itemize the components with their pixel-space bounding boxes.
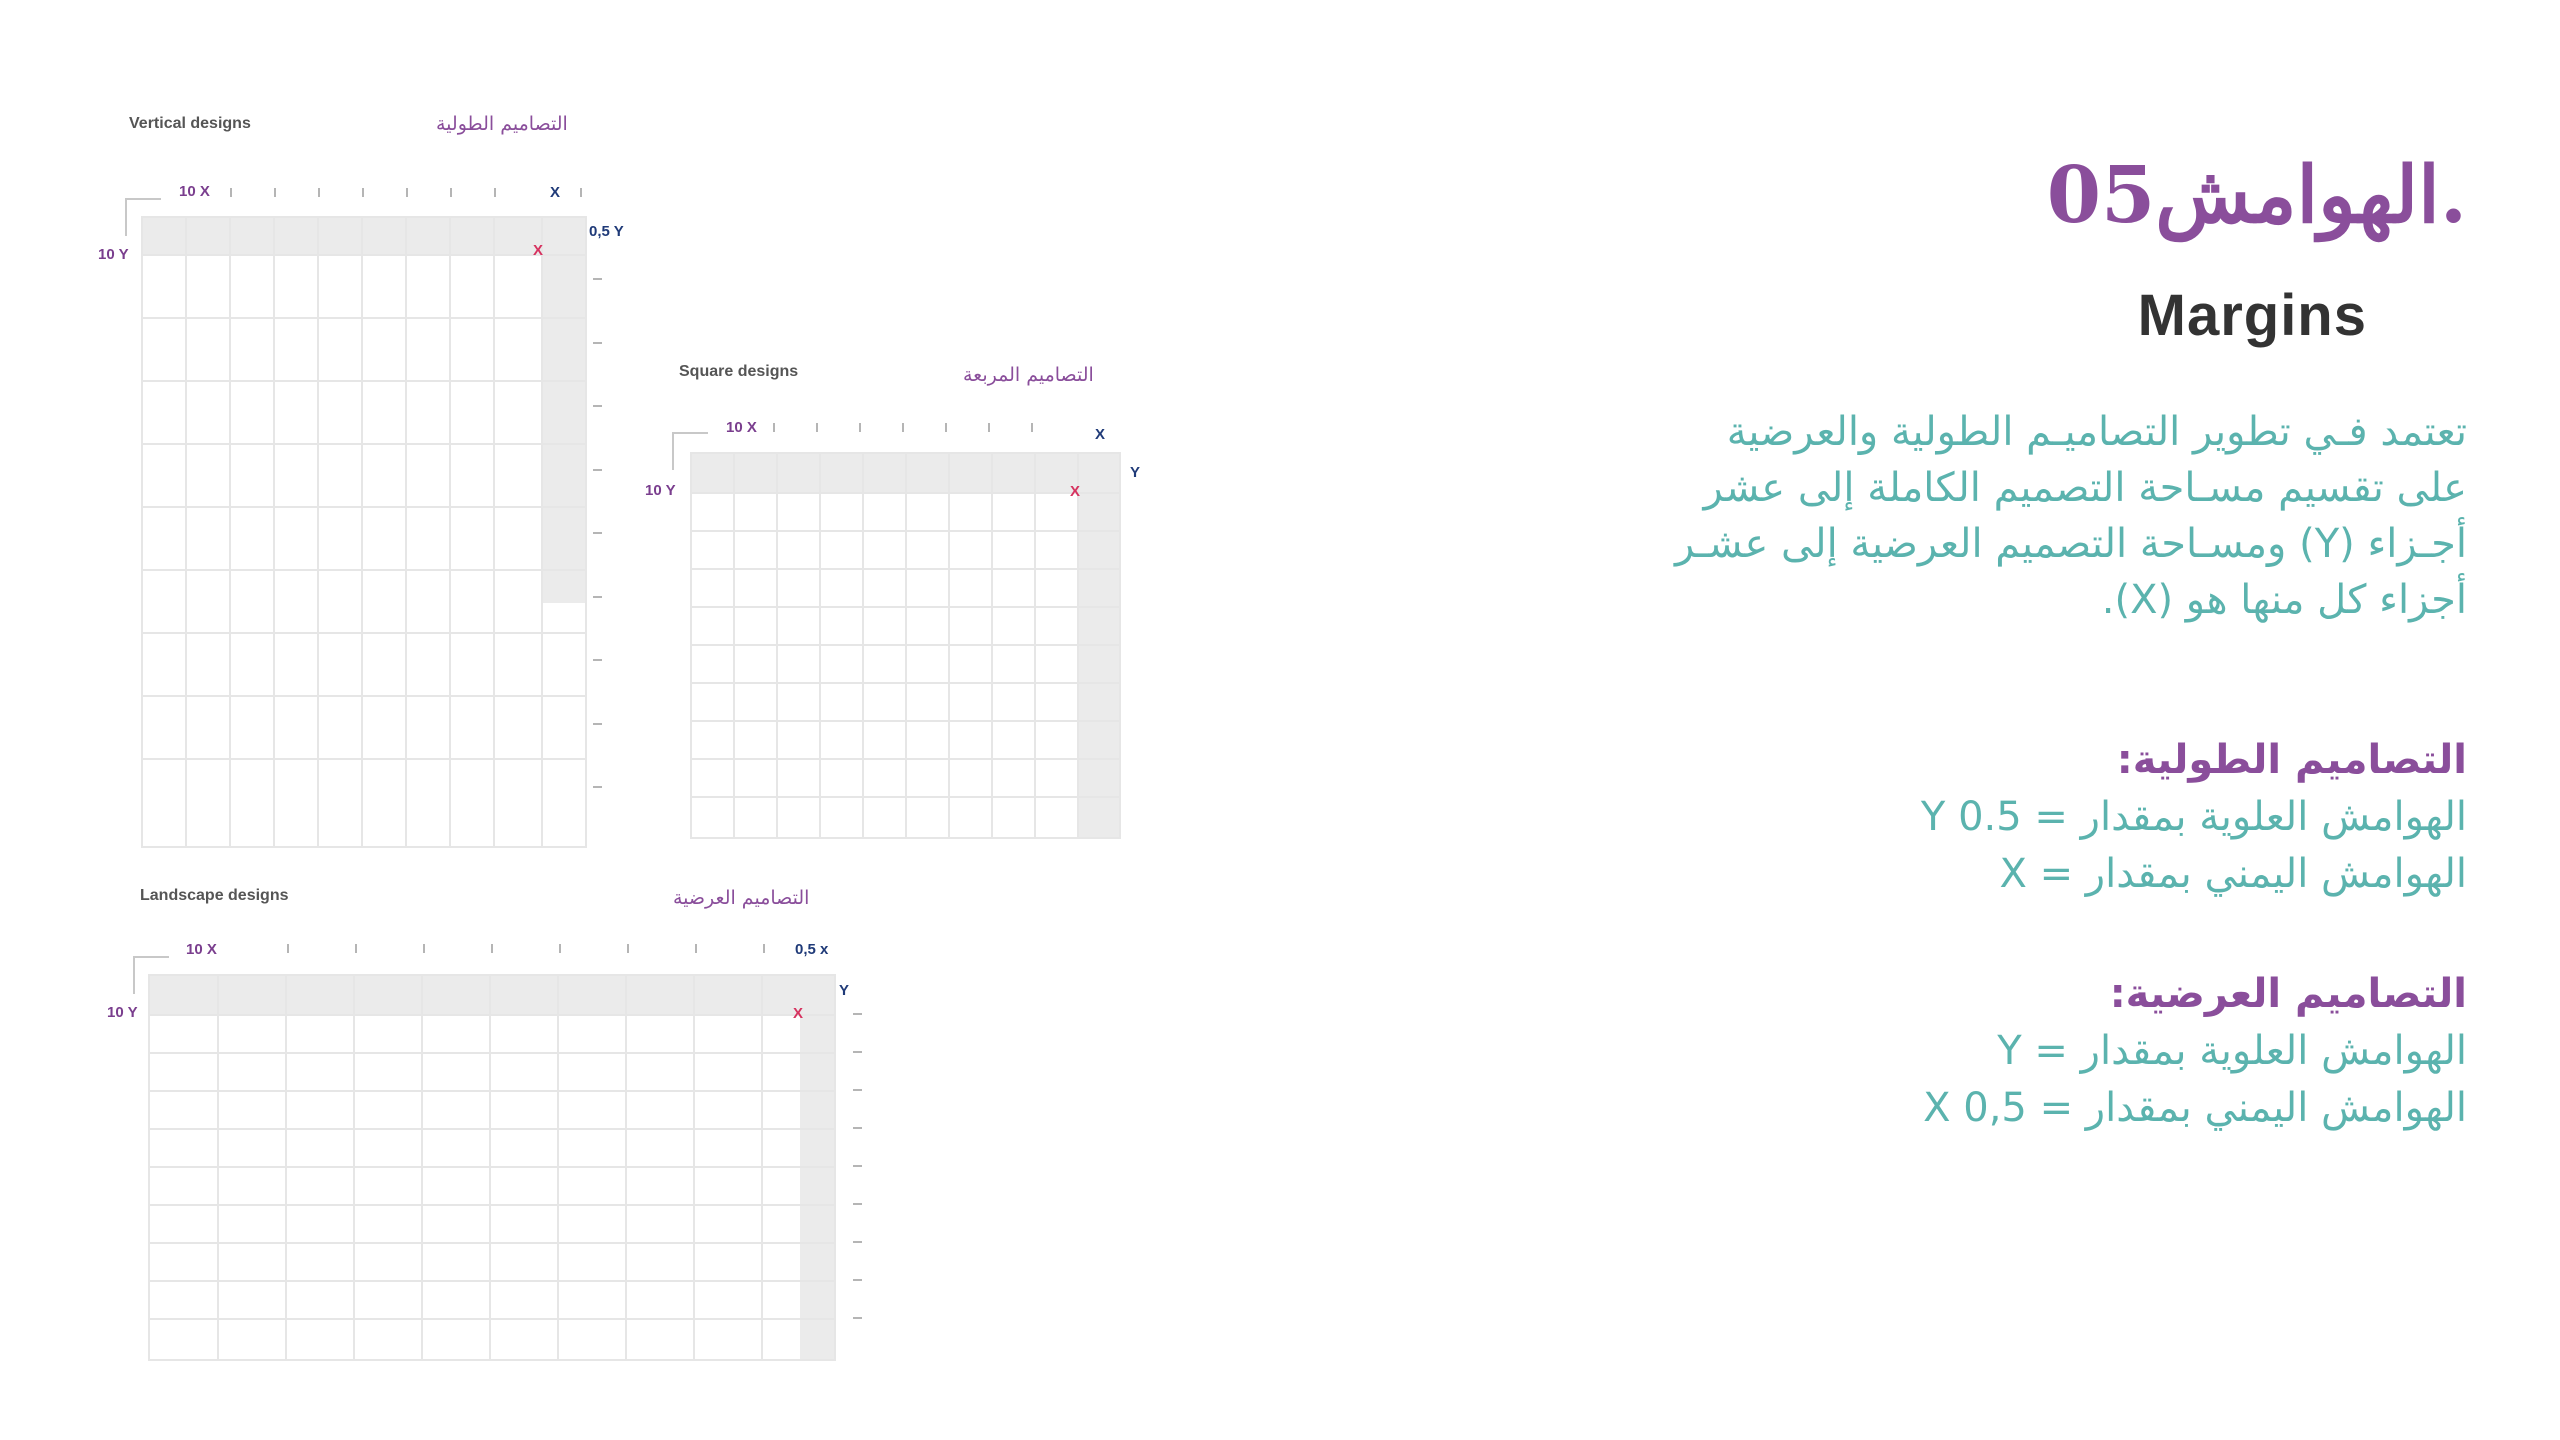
grid-line [493,218,495,846]
landscape-label-side: Y [839,982,850,999]
ruler-tick [853,1051,862,1053]
grid-line [692,796,1119,798]
grid-line [692,568,1119,570]
vertical-marker: X [533,242,544,259]
ruler-tick [450,188,452,197]
ruler-tick [580,188,582,197]
grid-line [143,317,585,319]
ruler-tick [853,1013,862,1015]
ruler-tick [287,944,289,953]
grid-line [150,1280,834,1282]
grid-line [150,1052,834,1054]
grid-line [692,606,1119,608]
landscape-rules-top: الهوامش العلوية بمقدار = Y [1997,1028,2467,1074]
grid-line [405,218,407,846]
landscape-rules [1923,966,2467,1137]
ruler-tick [406,188,408,197]
square-label-10y: 10 Y [645,482,676,499]
ruler-tick [593,786,602,788]
vertical-rules-top: الهوامش العلوية بمقدار = Y 0.5 [1920,794,2467,840]
grid-line [692,530,1119,532]
ruler-tick [593,342,602,344]
landscape-label-10y: 10 Y [107,1004,138,1021]
ruler-tick [853,1279,862,1281]
ruler-tick [763,944,765,953]
section-title-arabic [2047,150,2467,241]
landscape-rules-right: الهوامش اليمني بمقدار = X 0,5 [1923,1085,2467,1131]
landscape-top-margin [150,976,834,1014]
square-title-en: Square designs [679,363,799,380]
grid-line [692,492,1119,494]
vertical-rules-right: الهوامش اليمني بمقدار = X [1999,851,2467,897]
ruler-tick [593,278,602,280]
ruler-tick [859,423,861,432]
landscape-marker: X [793,1005,804,1022]
square-label-x: X [1095,426,1106,443]
grid-line [150,1242,834,1244]
ruler-tick [593,723,602,725]
ruler-tick [593,659,602,661]
grid-line [150,1318,834,1320]
grid-line [143,380,585,382]
grid-line [273,218,275,846]
grid-line [150,1090,834,1092]
ruler-tick [627,944,629,953]
grid-line [150,1128,834,1130]
landscape-label-x: 0,5 x [795,941,829,958]
grid-line [229,218,231,846]
square-marker: X [1070,483,1081,500]
ruler-tick [1031,423,1033,432]
ruler-tick [559,944,561,953]
grid-line [143,506,585,508]
ruler-tick [695,944,697,953]
landscape-grid [148,974,836,1361]
description-line: تعتمد فـي تطوير التصاميـم الطولية والعرضية [1726,409,2467,455]
vertical-label-10y: 10 Y [98,246,129,263]
grid-line [143,254,585,256]
ruler-tick [362,188,364,197]
ruler-tick [853,1127,862,1129]
vertical-label-side: 0,5 Y [589,223,624,240]
vertical-right-margin [541,218,585,603]
ruler-tick [988,423,990,432]
section-title-english: Margins [2137,283,2367,348]
vertical-label-10x: 10 X [179,183,210,200]
grid-line [317,218,319,846]
grid-line [143,758,585,760]
description-line: أجـزاء (Y) ومسـاحة التصميم العرضية إلى عشـر [1675,521,2467,567]
description-paragraph [1637,404,2467,628]
ruler-tick [274,188,276,197]
ruler-tick [593,469,602,471]
ruler-tick [853,1203,862,1205]
grid-line [143,569,585,571]
ruler-tick [853,1241,862,1243]
landscape-label-10x: 10 X [186,941,217,958]
vertical-top-margin [143,218,585,254]
ruler-tick [318,188,320,197]
square-grid [690,452,1121,839]
ruler-tick [355,944,357,953]
grid-line [361,218,363,846]
grid-line [143,632,585,634]
ruler-tick [853,1165,862,1167]
ruler-tick [423,944,425,953]
grid-line [692,644,1119,646]
section-number: 05. [2046,150,2467,241]
landscape-title-ar: التصاميم العرضية [673,887,810,909]
ruler-tick [230,188,232,197]
grid-line [692,758,1119,760]
grid-line [150,1204,834,1206]
landscape-rules-heading: التصاميم العرضية: [2109,971,2467,1017]
description-line: أجزاء كل منها هو (X). [2101,577,2467,623]
ruler-tick [773,423,775,432]
grid-line [150,1014,834,1016]
ruler-tick [593,405,602,407]
ruler-tick [593,596,602,598]
grid-line [449,218,451,846]
vertical-label-x: X [550,184,561,201]
square-label-side: Y [1130,464,1141,481]
grid-line [185,218,187,846]
ruler-tick [902,423,904,432]
square-label-10x: 10 X [726,419,757,436]
grid-line [692,682,1119,684]
grid-line [143,695,585,697]
ruler-tick [816,423,818,432]
vertical-rules [1921,732,2467,903]
vertical-grid [141,216,587,848]
vertical-rules-heading: التصاميم الطولية: [2116,737,2467,783]
grid-line [541,218,543,846]
vertical-title-ar: التصاميم الطولية [436,113,568,135]
grid-line [692,720,1119,722]
ruler-tick [853,1089,862,1091]
description-line: على تقسيم مسـاحة التصميم الكاملة إلى عشر [1703,465,2467,511]
landscape-title-en: Landscape designs [140,887,289,904]
ruler-tick [494,188,496,197]
square-title-ar: التصاميم المربعة [963,364,1094,386]
grid-line [150,1166,834,1168]
ruler-tick [945,423,947,432]
ruler-tick [593,532,602,534]
section-title-text: الهوامش [2155,150,2440,241]
ruler-tick [491,944,493,953]
vertical-title-en: Vertical designs [129,115,251,132]
grid-line [143,443,585,445]
ruler-tick [853,1317,862,1319]
